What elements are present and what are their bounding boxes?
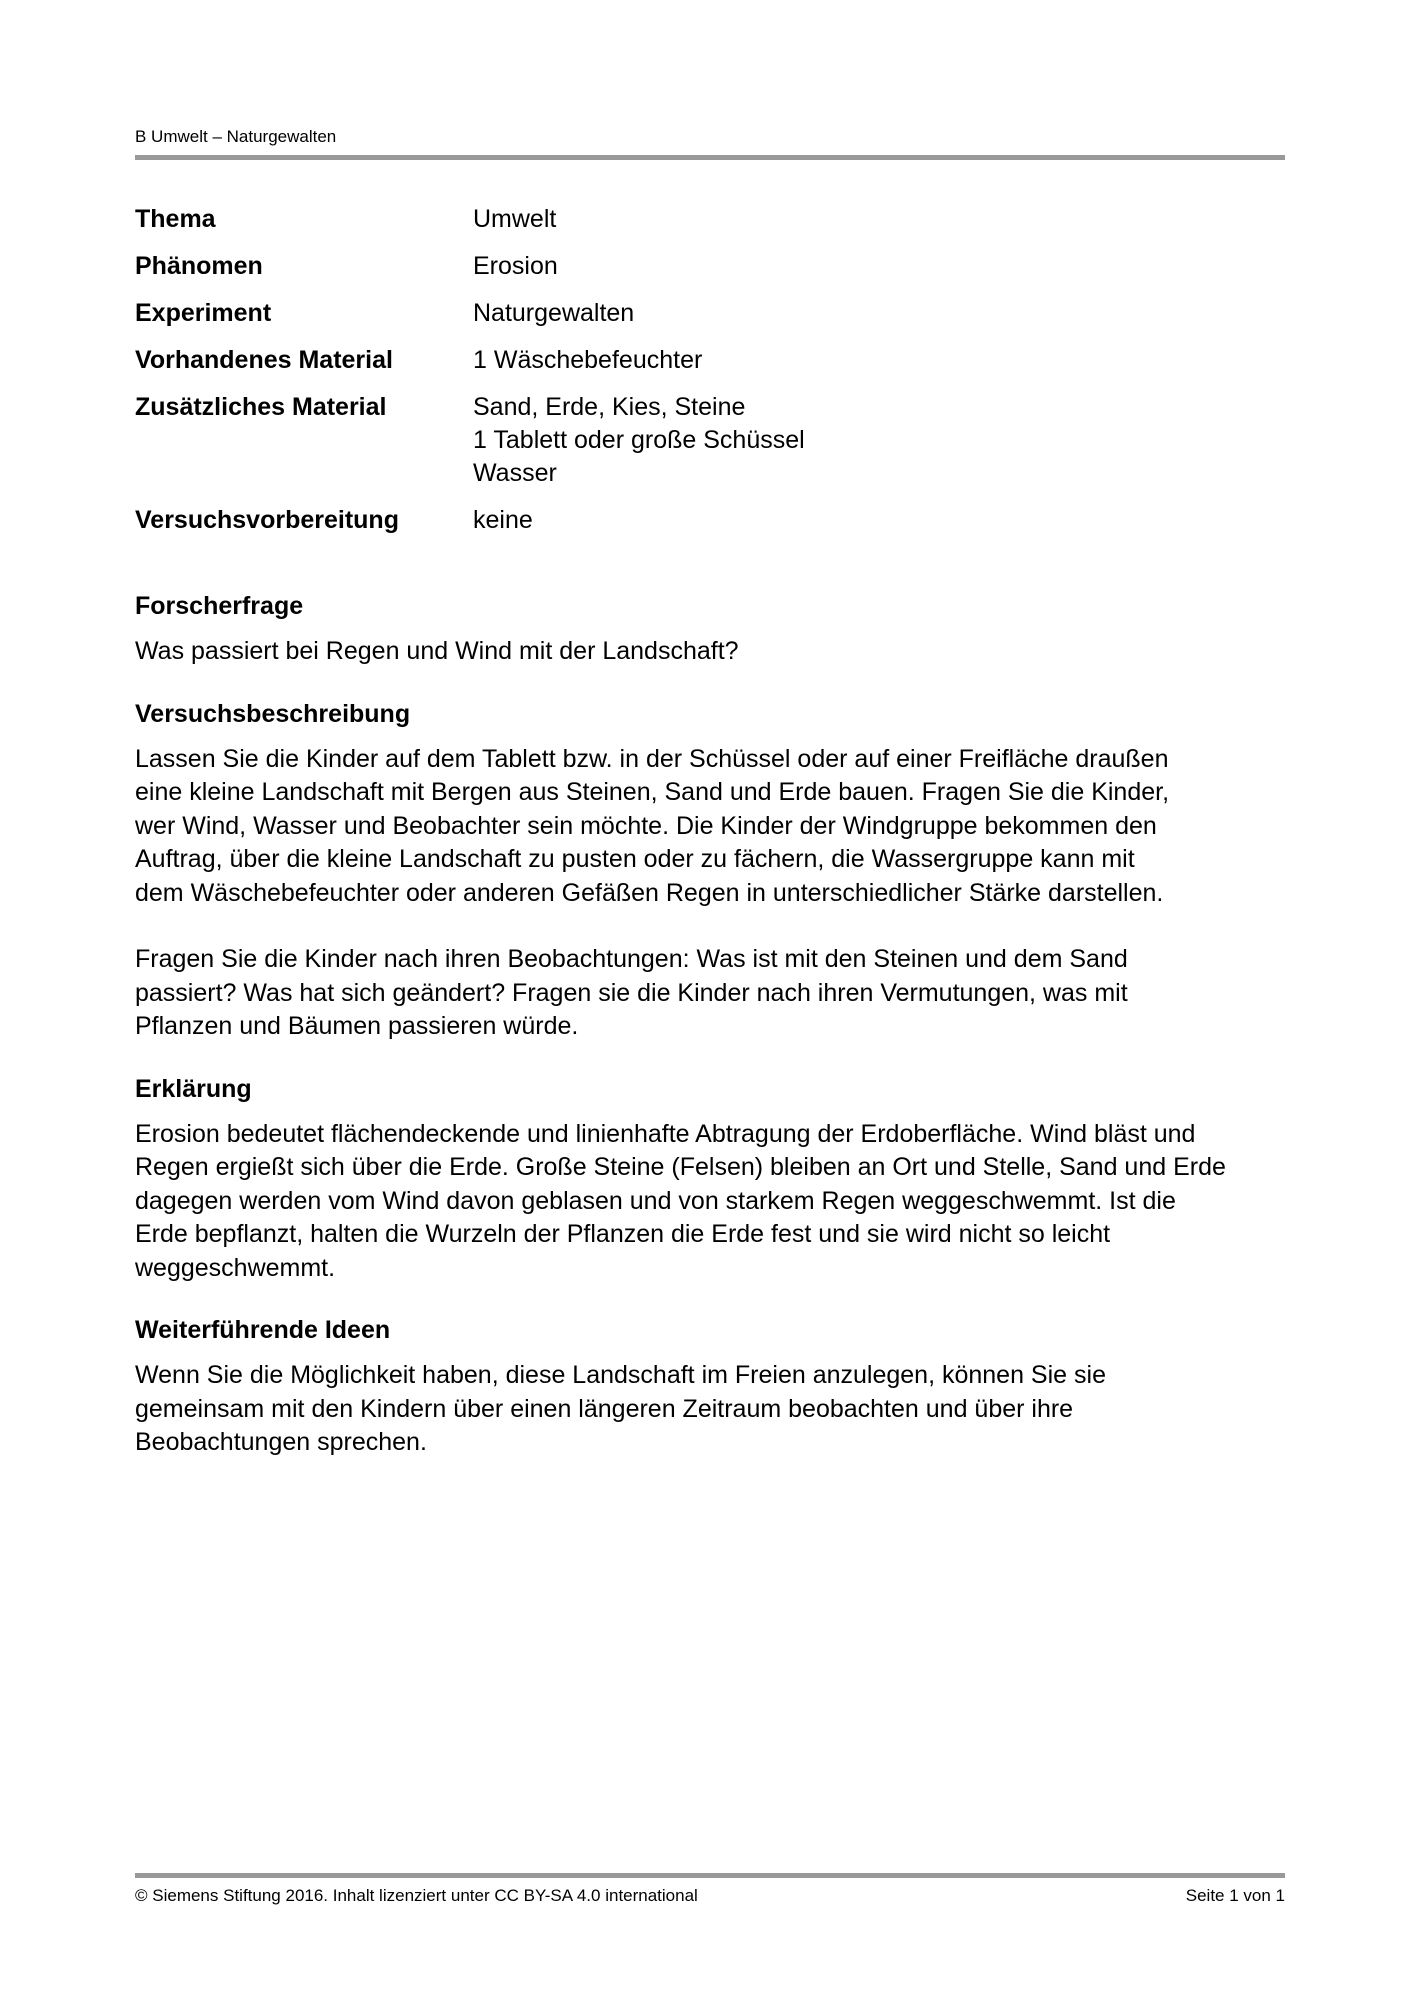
- info-value-line: Wasser: [473, 459, 557, 487]
- info-value-line: keine: [473, 506, 533, 534]
- info-value-line: 1 Wäschebefeuchter: [473, 346, 703, 374]
- info-row-versuchsvorbereitung: [135, 504, 1285, 537]
- paragraph: [135, 1118, 1295, 1286]
- info-label: Phänomen: [135, 252, 263, 280]
- text-line: Regen ergießt sich über die Erde. Große Steine (Felsen) bleiben an Ort und Stelle, Sand und Erde: [135, 1153, 1226, 1181]
- text-line: dem Wäschebefeuchter oder anderen Gefäßen Regen in unterschiedlicher Stärke darstellen.: [135, 878, 1164, 907]
- section-erklaerung: [135, 1073, 1295, 1286]
- info-value-line: Naturgewalten: [473, 299, 635, 327]
- info-value-line: Sand, Erde, Kies, Steine: [473, 393, 746, 421]
- text-line: Erde bepflanzt, halten die Wurzeln der Pflanzen die Erde fest und sie wird nicht so leicht: [135, 1220, 1111, 1248]
- text-line: Pflanzen und Bäumen passieren würde.: [135, 1012, 579, 1040]
- running-header: B Umwelt – Naturgewalten: [135, 127, 337, 146]
- content-sections: [135, 590, 1295, 1489]
- paragraph: [135, 635, 1295, 669]
- info-value: [473, 297, 634, 330]
- text-line: Was passiert bei Regen und Wind mit der Landschaft?: [135, 637, 739, 665]
- info-label: Versuchsvorbereitung: [135, 506, 399, 534]
- text-line: Beobachtungen sprechen.: [135, 1428, 427, 1456]
- info-value-line: Umwelt: [473, 205, 557, 233]
- footer-divider: [135, 1873, 1285, 1878]
- info-row-phaenomen: [135, 250, 1285, 283]
- info-label: Thema: [135, 205, 216, 233]
- page-number: Seite 1 von 1: [1185, 1886, 1285, 1905]
- section-heading: Erklärung: [135, 1074, 252, 1103]
- info-value: [473, 504, 533, 537]
- experiment-info-table: [135, 203, 1285, 551]
- info-row-zusaetzliches-material: [135, 391, 1285, 490]
- info-label: Vorhandenes Material: [135, 346, 393, 374]
- info-label: Zusätzliches Material: [135, 393, 387, 421]
- info-row-thema: [135, 203, 1285, 236]
- text-line: weggeschwemmt.: [135, 1253, 336, 1282]
- text-line: gemeinsam mit den Kindern über einen längeren Zeitraum beobachten und über ihre: [135, 1394, 1074, 1423]
- section-heading: Weiterführende Ideen: [135, 1316, 391, 1344]
- info-value: [473, 344, 702, 377]
- section-weiterfuehrende-ideen: [135, 1314, 1295, 1460]
- footer-copyright: © Siemens Stiftung 2016. Inhalt lizenziert unter CC BY-SA 4.0 international: [135, 1886, 698, 1905]
- section-heading: Versuchsbeschreibung: [135, 699, 411, 728]
- info-row-vorhandenes-material: [135, 344, 1285, 377]
- info-value: [473, 391, 805, 490]
- section-heading: Forscherfrage: [135, 592, 304, 620]
- text-line: Auftrag, über die kleine Landschaft zu pusten oder zu fächern, die Wassergruppe kann mit: [135, 845, 1135, 873]
- section-versuchsbeschreibung: [135, 698, 1295, 1044]
- text-line: Fragen Sie die Kinder nach ihren Beobachtungen: Was ist mit den Steinen und dem Sand: [135, 945, 1128, 973]
- info-value: [473, 250, 558, 283]
- text-line: dagegen werden vom Wind davon geblasen und von starkem Regen weggeschwemmt. Ist die: [135, 1186, 1176, 1215]
- info-label: Experiment: [135, 299, 272, 327]
- text-line: eine kleine Landschaft mit Bergen aus Steinen, Sand und Erde bauen. Fragen Sie die Kinder,: [135, 778, 1170, 806]
- paragraph: [135, 743, 1295, 911]
- text-line: Lassen Sie die Kinder auf dem Tablett bzw. in der Schüssel oder auf einer Freifläche draußen: [135, 744, 1169, 773]
- text-line: Erosion bedeutet flächendeckende und linienhafte Abtragung der Erdoberfläche. Wind bläst und: [135, 1119, 1196, 1148]
- section-forscherfrage: [135, 590, 1295, 669]
- info-value: [473, 203, 556, 236]
- info-value-line: Erosion: [473, 252, 558, 280]
- paragraph: [135, 943, 1295, 1044]
- header-divider: [135, 155, 1285, 160]
- text-line: wer Wind, Wasser und Beobachter sein möchte. Die Kinder der Windgruppe bekommen den: [135, 811, 1157, 840]
- text-line: passiert? Was hat sich geändert? Fragen sie die Kinder nach ihren Vermutungen, was mit: [135, 978, 1128, 1007]
- text-line: Wenn Sie die Möglichkeit haben, diese Landschaft im Freien anzulegen, können Sie sie: [135, 1361, 1106, 1389]
- info-value-line: 1 Tablett oder große Schüssel: [473, 426, 805, 454]
- paragraph: [135, 1359, 1295, 1460]
- info-row-experiment: [135, 297, 1285, 330]
